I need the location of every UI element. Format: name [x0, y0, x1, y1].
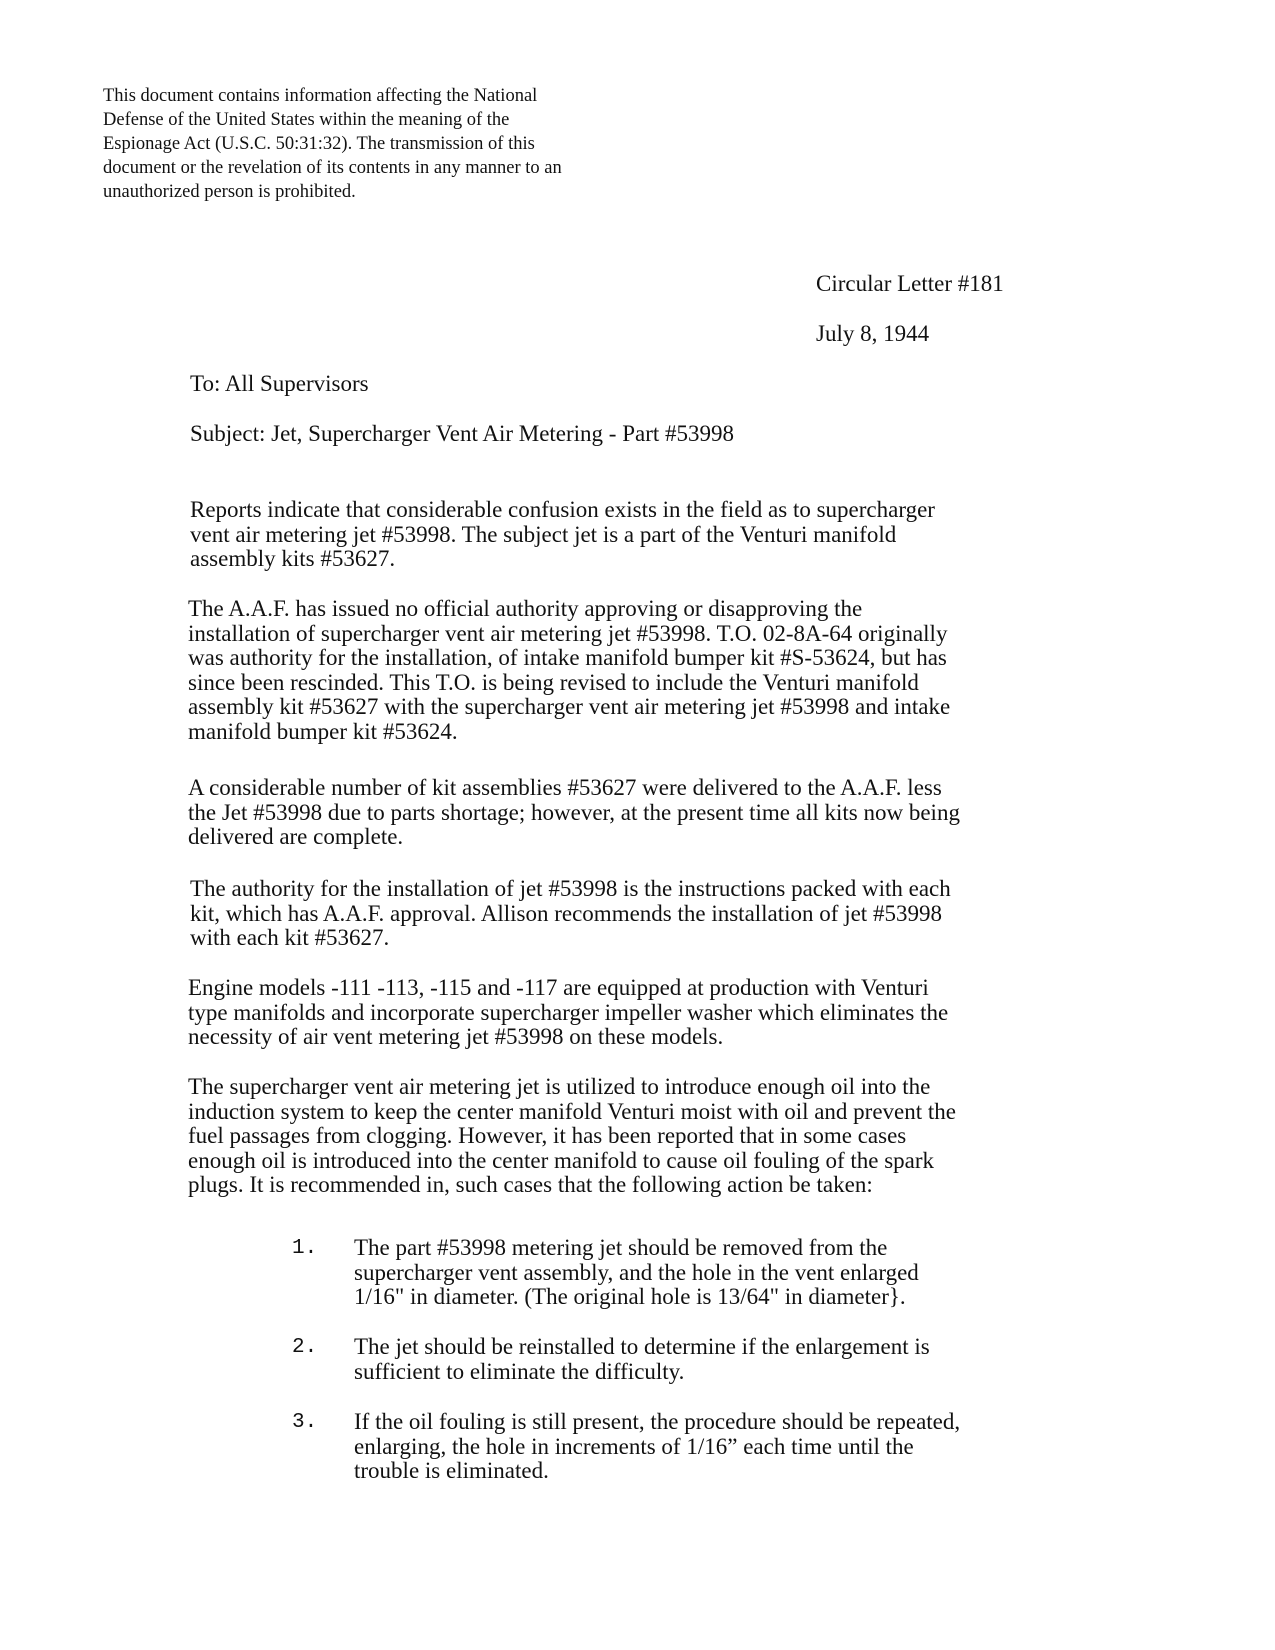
paragraph-line: enough oil is introduced into the center manifold to cause oil fouling of the spark [188, 1147, 935, 1173]
notice-line: unauthorized person is prohibited. [103, 182, 356, 202]
paragraph-line: assembly kits #53627. [190, 546, 396, 572]
step-number: 2. [292, 1336, 318, 1359]
subject-line: Subject: Jet, Supercharger Vent Air Metering - Part #53998 [190, 421, 735, 446]
paragraph-line: was authority for the installation, of intake manifold bumper kit #S-53624, but has [188, 645, 947, 671]
letter-number: Circular Letter #181 [816, 271, 1004, 296]
paragraph-line: plugs. It is recommended in, such cases that the following action be taken: [188, 1172, 873, 1198]
step-line: supercharger vent assembly, and the hole in the vent enlarged [354, 1259, 919, 1285]
paragraph-line: fuel passages from clogging. However, it has been reported that in some cases [188, 1123, 907, 1149]
step-text [354, 1410, 1054, 1484]
body-paragraph [188, 1075, 1038, 1198]
notice-line: This document contains information affecting the National [103, 86, 538, 106]
step-line: If the oil fouling is still present, the procedure should be repeated, [354, 1409, 961, 1434]
paragraph-line: the Jet #53998 due to parts shortage; however, at the present time all kits now being [188, 799, 960, 825]
step-line: trouble is eliminated. [354, 1458, 549, 1484]
paragraph-line: A considerable number of kit assemblies #53627 were delivered to the A.A.F. less [188, 775, 942, 800]
paragraph-line: type manifolds and incorporate supercharger impeller washer which eliminates the [188, 999, 949, 1025]
step-line: The jet should be reinstalled to determine if the enlargement is [354, 1334, 930, 1359]
paragraph-line: induction system to keep the center manifold Venturi moist with oil and prevent the [188, 1098, 956, 1124]
step-line: sufficient to eliminate the difficulty. [354, 1358, 685, 1384]
paragraph-line: since been rescinded. This T.O. is being revised to include the Venturi manifold [188, 669, 919, 695]
step-line: The part #53998 metering jet should be removed from the [354, 1235, 888, 1260]
paragraph-line: The A.A.F. has issued no official authority approving or disapproving the [188, 596, 863, 621]
paragraph-line: Reports indicate that considerable confusion exists in the field as to supercharger [190, 497, 935, 522]
step-text [354, 1236, 1054, 1310]
recipient-line: To: All Supervisors [190, 371, 369, 396]
body-paragraph [190, 498, 1040, 572]
paragraph-line: assembly kit #53627 with the supercharger vent air metering jet #53998 and intake [188, 694, 951, 720]
body-paragraph [188, 597, 1038, 745]
paragraph-line: kit, which has A.A.F. approval. Allison recommends the installation of jet #53998 [190, 900, 942, 926]
security-notice [103, 84, 643, 204]
step-line: enlarging, the hole in increments of 1/16” each time until the [354, 1433, 914, 1459]
paragraph-line: The supercharger vent air metering jet is utilized to introduce enough oil into the [188, 1074, 931, 1099]
notice-line: document or the revelation of its contents in any manner to an [103, 158, 562, 178]
paragraph-line: installation of supercharger vent air metering jet #53998. T.O. 02-8A-64 originally [188, 620, 948, 646]
paragraph-line: Engine models -111 -113, -115 and -117 are equipped at production with Venturi [188, 975, 929, 1000]
step-text [354, 1335, 1054, 1384]
body-paragraph [188, 776, 1038, 850]
body-paragraph [188, 976, 1038, 1050]
body-paragraph [190, 877, 1040, 951]
step-number: 3. [292, 1411, 318, 1434]
notice-line: Defense of the United States within the meaning of the [103, 110, 510, 130]
paragraph-line: delivered are complete. [188, 824, 404, 850]
notice-line: Espionage Act (U.S.C. 50:31:32). The transmission of this [103, 134, 535, 154]
paragraph-line: The authority for the installation of jet #53998 is the instructions packed with each [190, 876, 951, 901]
paragraph-line: vent air metering jet #53998. The subject jet is a part of the Venturi manifold [190, 521, 897, 547]
step-line: 1/16" in diameter. (The original hole is 13/64" in diameter}. [354, 1284, 906, 1310]
paragraph-line: with each kit #53627. [190, 925, 390, 951]
paragraph-line: manifold bumper kit #53624. [188, 718, 458, 744]
step-number: 1. [292, 1237, 318, 1260]
paragraph-line: necessity of air vent metering jet #53998 on these models. [188, 1024, 724, 1050]
letter-date: July 8, 1944 [816, 321, 930, 346]
